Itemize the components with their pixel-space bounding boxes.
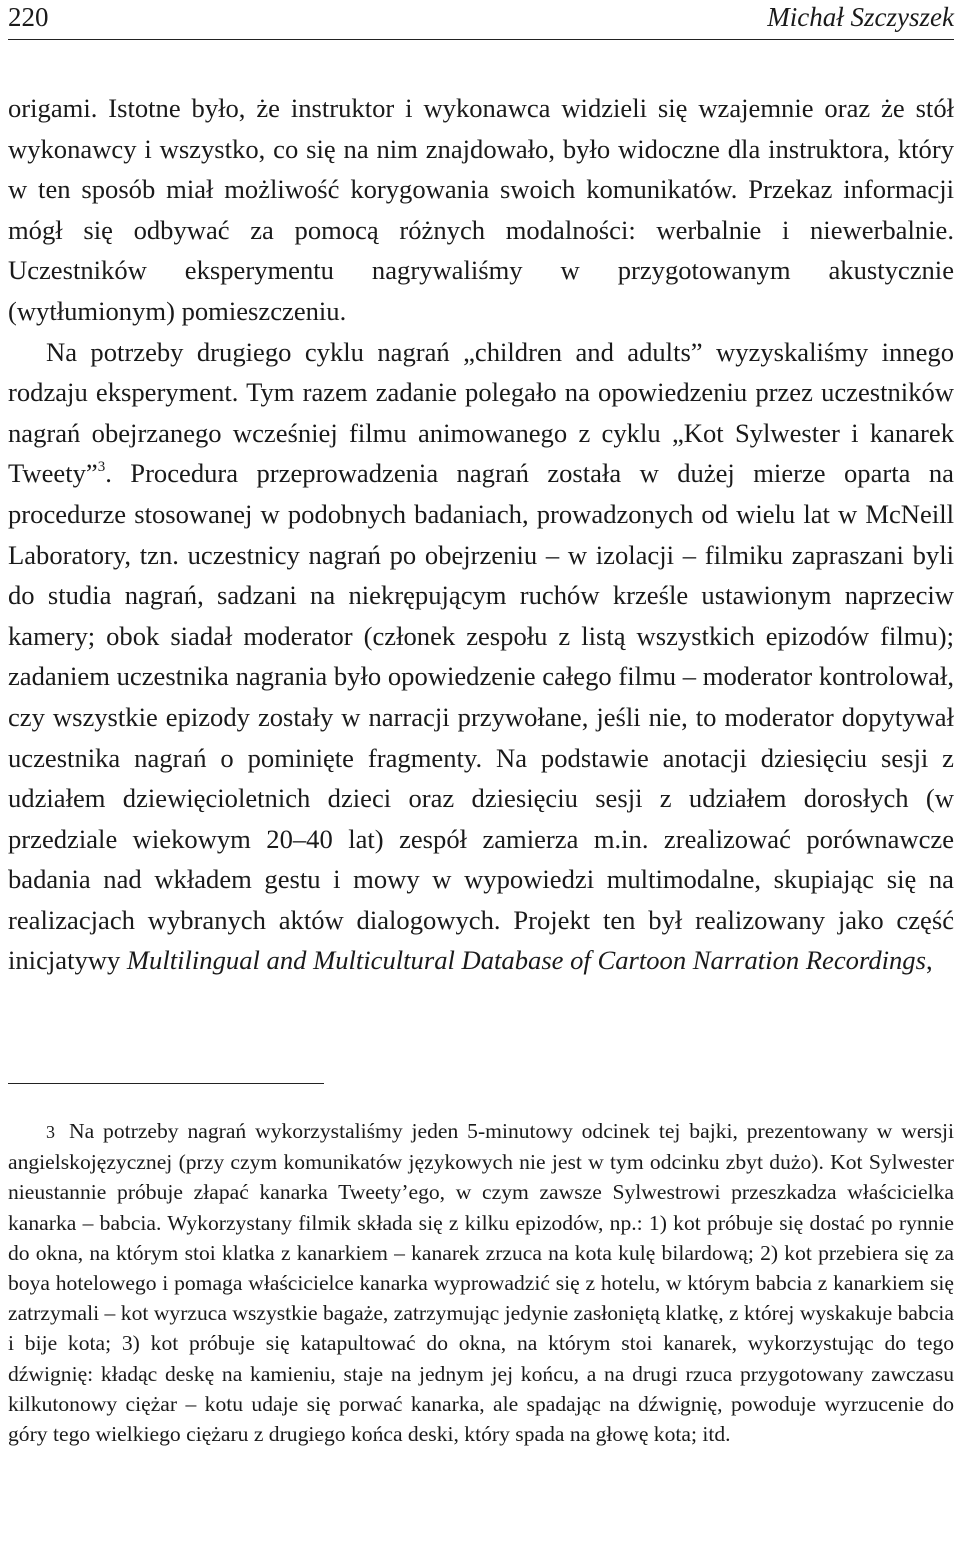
italic-title: Multilingual and Multicultural Database of Cartoon Narration Recordings (126, 945, 926, 976)
page-number: 220 (8, 2, 49, 32)
paragraph-text: origami. Istotne było, że instruktor i wykonawca widzieli się wzajemnie oraz że stół wykonawcy i wszystko, co się na nim znajdowało, było widoczne dla instruktora, który w ten sposób miał możliwość korygowania swoich komunikatów. Przekaz informacji mógł się odbywać za pomocą różnych modalności: werbalnie i niewerbalnie. Uczestników eksperymentu nagrywaliśmy w przygotowanym akustycznie (wytłumionym) pomieszczeniu. (8, 93, 954, 326)
footnote-text: Na potrzeby nagrań wykorzystaliśmy jeden 5-minutowy odcinek tej bajki, prezentowany w wersji angielskojęzycznej (przy czym komunikatów językowych nie jest w tym odcinku zbyt dużo). Kot Sylwester nieustannie próbuje złapać kanarka Tweety’ego, w czym zawsze Sylwestrowi przeszkadza właścicielka kanarka – babcia. Wykorzystany filmik składa się z kilku epizodów, np.: 1) kot próbuje się dostać po rynnie do okna, na którym stoi klatka z kanarkiem – kanarek zrzuca na kota kulę bilardową; 2) kot przebiera się za boya hotelowego i pomaga właścicielce kanarka wyprowadzić się z hotelu, w którym babcia z kanarkiem się zatrzymali – kot wyrzuca wszystkie bagaże, zatrzymując jedynie zasłoniętą klatkę, z której wyskakuje babcia i bije kota; 3) kot próbuje się katapultować do okna, na którym stoi kanarek, wykorzystując do tego dźwignię: kładąc deskę na kamieniu, staje na jednym jej końcu, a na drugi rzuca przygotowany zawczasu kilkutonowy ciężar – kotu udaje się porwać kanarka, ale spadając na dźwignię, powoduje wyrzucenie do góry tego wielkiego ciężaru z drugiego końca deski, który spada na głowę kota; itd. (8, 1119, 954, 1447)
footnote (8, 1116, 954, 1449)
book-page (8, 0, 954, 1447)
paragraph-text: . Procedura przeprowadzenia nagrań została w dużej mierze oparta na procedurze stosowanej w podobnych badaniach, prowadzonych od wielu lat w McNeill Laboratory, tzn. uczestnicy nagrań po obejrzeniu – w izolacji – filmiku zapraszani byli do studia nagrań, sadzani na niekrępującym ruchów krześle ustawionym naprzeciw kamery; obok siadał moderator (członek zespołu z listą wszystkich epizodów filmu); zadaniem uczestnika nagrania było opowiedzenie całego filmu – moderator kontrolował, czy wszystkie epizody zostały w narracji przywołane, jeśli nie, to moderator dopytywał uczestnika nagrań o pominięte fragmenty. Na podstawie anotacji dziesięciu sesji z udziałem dziewięcioletnich dzieci oraz dziesięciu sesji z udziałem dorosłych (w przedziale wiekowym 20–40 lat) zespół zamierza m.in. zrealizować porównawcze badania nad wkładem gestu i mowy w wypowiedzi multimodalne, skupiając się na realizacjach wybranych aktów dialogowych. Projekt ten był realizowany jako część inicjatywy (8, 458, 954, 976)
footnote-number: 3 (46, 1122, 55, 1142)
running-head (8, 0, 954, 40)
running-head-author: Michał Szczyszek (767, 2, 954, 32)
header-rule (8, 39, 954, 40)
main-text (8, 88, 954, 981)
footnote-reference[interactable]: 3 (97, 459, 106, 476)
paragraph (8, 88, 954, 332)
paragraph-text: Na potrzeby drugiego cyklu nagrań „children and adults” wyzyskaliśmy innego rodzaju eksperyment. Tym razem zadanie polegało na opowiedzeniu przez uczestników nagrań obejrzanego wcześniej filmu animowanego z cyklu „Kot Sylwester i kanarek Tweety” (8, 336, 954, 489)
footnote-rule (8, 1083, 324, 1084)
paragraph (8, 332, 954, 982)
paragraph-text: , (925, 945, 933, 976)
